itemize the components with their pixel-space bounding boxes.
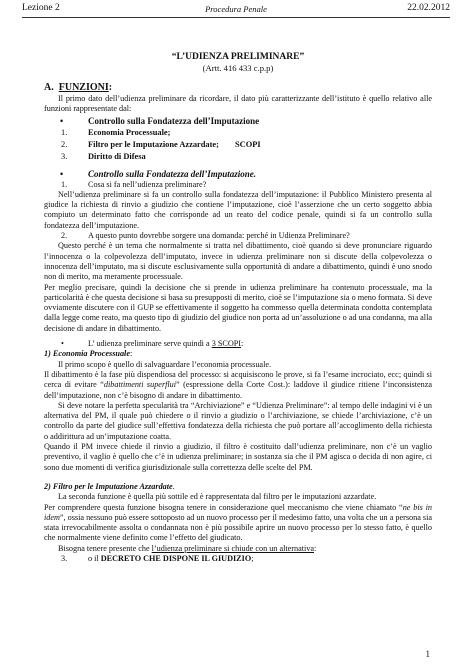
page-number: 1 bbox=[425, 649, 430, 659]
document-body bbox=[44, 52, 432, 564]
header-date: 22.02.2012 bbox=[407, 3, 450, 13]
question-1: 1. Cosa si fa nell’udienza preliminare? bbox=[61, 179, 207, 189]
scopi-line: • L’ udienza preliminare serve quindi a 3 SCOPI: bbox=[61, 339, 244, 349]
scopi-label: SCOPI bbox=[235, 139, 261, 149]
function-item: 2. Filtro per le Imputazione Azzardate; SCOPI bbox=[61, 139, 261, 149]
paragraph: La seconda funzione è quella più sottile ed è rappresentata dal filtro per le imputazioni azzardate. bbox=[58, 492, 377, 502]
paragraph: Per meglio precisare, quindi la decisione che si prende in udienza preliminare ha contenuto processuale, ma la particolarità è che questa decisione si basa su presupposti di merito, cioè se l’imputazione sia o meno formata. Si deve ovviamente discutere con il GUP se effettivamente il soggetto ha commesso quella determinata condotta contemplata dalla legge come reato, ma questo tipo di giudizio del giudice non porta ad un’assoluzione o ad una condanna, ma alla decisione di andare in dibattimento. bbox=[44, 282, 432, 333]
paragraph: Nell’udienza preliminare si fa un controllo sulla fondatezza dell’imputazione: il Pubblico Ministero presenta al giudice la richiesta di rinvio a giudizio che contiene l’imputazione, cioè l’asserzione che un certo soggetto abbia compiuto un determinato fatto che corrisponde ad un reato del codice penale, quindi si fa un controllo sulla fondatezza dell’imputazione. bbox=[44, 189, 432, 230]
paragraph: Il primo scopo è quello di salvaguardare l’economia processuale. bbox=[58, 359, 272, 369]
paragraph: Quando il PM invece chiede il rinvio a giudizio, il filtro è costituito dall’udienza preliminare, non c’è un vaglio preventivo, il vaglio è quello che c’è in udienza preliminare; in sostanza sia che il PM agisca o decida di non agire, ci sono due momenti di verifica giurisdizionale sulla correttezza delle scelte del PM. bbox=[44, 442, 432, 472]
function-item: 3. Diritto di Difesa bbox=[61, 151, 146, 161]
intro-paragraph: Il primo dato dell’udienza preliminare da ricordare, il dato più caratterizzante dell’istituto è quello relativo alle funzioni rappresentate dal: bbox=[44, 94, 432, 114]
paragraph: Si deve notare la perfetta specularità tra “Archiviazione” e “Udienza Preliminare”: al tempo delle indagini vi è un alternativa del PM, il quale può chiedere o il rinvio a giudizio o l’archiviazione, se chiede l’archiviazione, c’è un controllo da parte del giudice sull’effettiva fondatezza della richiesta che può portare all’accoglimento della richiesta o addirittura ad un’imputazione coatta. bbox=[44, 400, 432, 441]
function-item: 1. Economia Processuale; bbox=[61, 127, 171, 137]
document-subtitle: (Artt. 416 433 c.p.p) bbox=[202, 63, 274, 73]
header-rule bbox=[22, 17, 450, 18]
paragraph: Il dibattimento è la fase più dispendiosa del processo: si acquisiscono le prove, si fa l’esame incrociato, ecc; quindi si cerca di evitare “dibattimenti superflui” (espressione della Corte Cost.): laddove il giudice ritiene l’inconsistenza dell’imputazione, non c’è bisogno di andare in dibattimento. bbox=[44, 369, 432, 400]
paragraph: Bisogna tenere presente che l’udienza preliminare si chiude con un alternativa: bbox=[58, 543, 317, 553]
page-header bbox=[22, 3, 450, 17]
header-course: Procedura Penale bbox=[205, 4, 267, 14]
header-lesson: Lezione 2 bbox=[22, 3, 60, 13]
scopi-link: 3 SCOPI bbox=[211, 339, 242, 349]
question-2: 2. A questo punto dovrebbe sorgere una domanda: perché in Udienza Preliminare? bbox=[61, 231, 350, 241]
heading-economia: 1) Economia Processuale: bbox=[44, 349, 133, 359]
paragraph: Questo perché è un tema che normalmente si tratta nel dibattimento, cioè quando si deve pronunciare riguardo l’innocenza o la colpevolezza dell’imputato, invece in udienza preliminare non si discute della colpevolezza o innocenza dell’imputato, ma si discute esclusivamente sulla opportunità di andare a dibattimento, quindi è uno snodo non di merito, ma meramente processuale. bbox=[44, 241, 432, 282]
last-item: 3. o il DECRETO CHE DISPONE IL GIUDIZIO; bbox=[61, 553, 254, 563]
bullet-controllo: • Controllo sulla Fondatezza dell’Imputazione bbox=[60, 115, 260, 126]
bullet-controllo-heading: • Controllo sulla Fondatezza dell’Imputazione. bbox=[60, 168, 257, 179]
document-title: “L’UDIENZA PRELIMINARE” bbox=[171, 52, 305, 62]
section-a-name: FUNZIONI bbox=[58, 82, 109, 93]
section-a-heading: A. FUNZIONI: bbox=[44, 82, 113, 93]
paragraph: Per comprendere questa funzione bisogna tenere in considerazione quel meccanismo che viene chiamato “ne bis in idem”, ossia nessuno può essere sottoposto ad un nuovo processo per il medesimo fatto, una volta che un a persona sia stata irrevocabilmente assolta o condannata non è più possibile aprire un nuovo processo per lo stesso fatto, è quello che normalmente viene definito come l’effetto del giudicato. bbox=[44, 502, 432, 543]
heading-filtro: 2) Filtro per le Imputazione Azzardate. bbox=[44, 481, 175, 491]
